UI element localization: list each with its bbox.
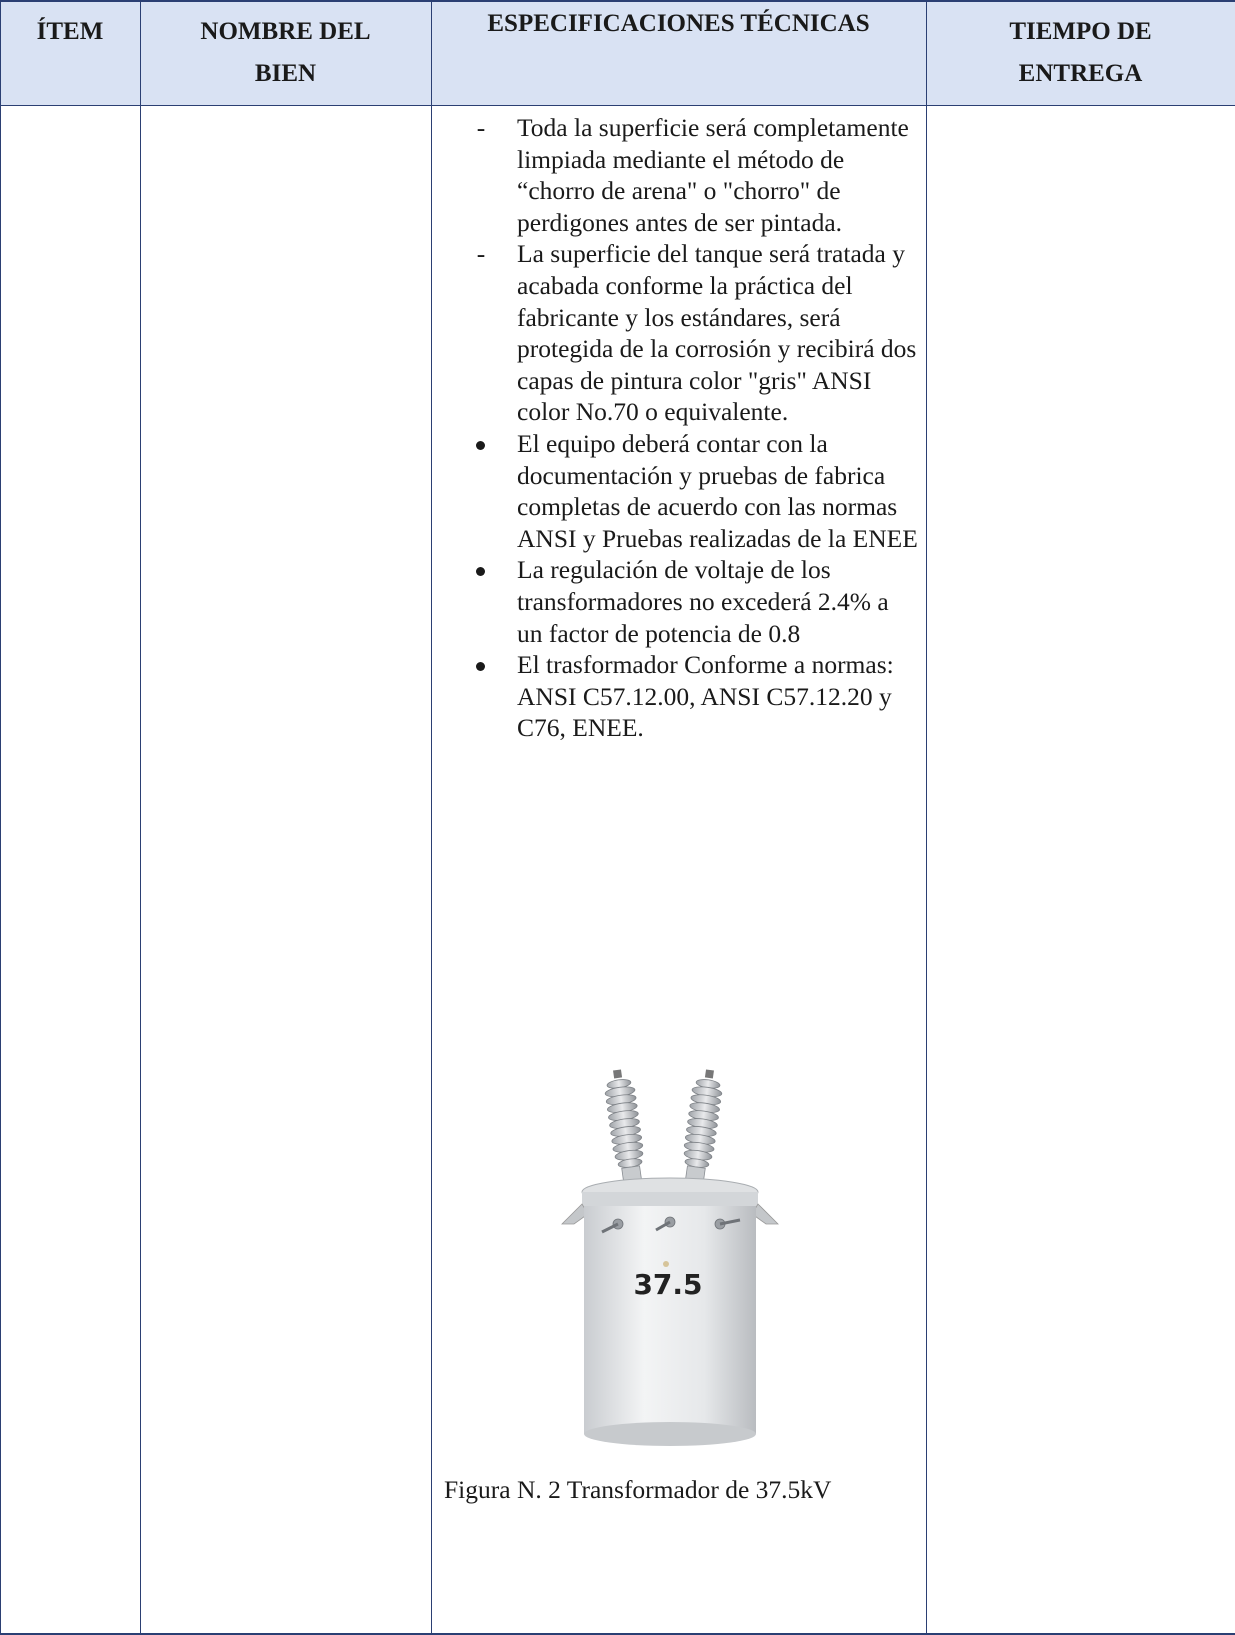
spec-item [450, 554, 920, 649]
header-item [0, 2, 140, 106]
column-border-espec [926, 2, 927, 1633]
header-nombre-del-bien [140, 2, 431, 106]
header-nombre-line2: BIEN [254, 60, 317, 87]
figure-caption: Figura N. 2 Transformador de 37.5kV [444, 1475, 832, 1504]
spec-item [450, 112, 920, 238]
header-especificaciones [431, 2, 926, 106]
spec-text: La superficie del tanque será tratada y acabada conforme la práctica del fabricante y los estándares, será protegida de la corrosión y recibirá dos capas de pintura color "gris" ANSI color No.70 o equivalente. [517, 239, 917, 427]
header-tiempo-de-entrega [926, 2, 1235, 106]
spec-text: El trasformador Conforme a normas: ANSI C57.12.00, ANSI C57.12.20 y C76, ENEE. [517, 650, 894, 743]
spec-item [450, 428, 920, 554]
header-tiempo-line1: TIEMPO DE [1009, 18, 1152, 45]
spec-list [450, 112, 920, 744]
header-tiempo-line2: ENTREGA [1018, 60, 1143, 87]
spec-text: El equipo deberá contar con la documentación y pruebas de fabrica completas de acuerdo con las normas ANSI y Pruebas realizadas de la ENEE [517, 428, 918, 553]
transformer-illustration-icon [560, 1064, 810, 1464]
transformer-figure [560, 1064, 810, 1464]
spec-text: La regulación de voltaje de los transformadores no excederá 2.4% a un factor de potencia de 0.8 [517, 555, 889, 648]
column-border-nombre [431, 2, 432, 1633]
table-header-row [0, 2, 1235, 106]
header-especificaciones-label: ESPECIFICACIONES TÉCNICAS [487, 10, 870, 37]
dash-marker-icon [466, 112, 496, 144]
header-nombre-line1: NOMBRE DEL [200, 18, 371, 45]
spec-item [450, 649, 920, 744]
spec-text: Toda la superficie será completamente limpiada mediante el método de “chorro de arena" o "chorro" de perdigones antes de ser pintada. [517, 113, 909, 237]
spec-item [450, 238, 920, 428]
column-border-left [0, 2, 1, 1633]
dash-marker-icon [466, 238, 496, 270]
column-border-item [140, 2, 141, 1633]
tank-rating-label: 37.5 [633, 1268, 703, 1301]
header-item-label: ÍTEM [36, 18, 104, 45]
